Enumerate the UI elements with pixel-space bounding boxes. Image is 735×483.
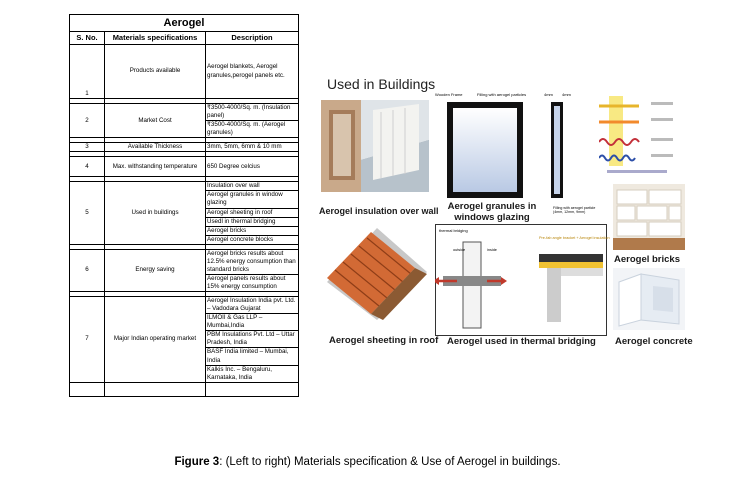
used-in-buildings-panel — [317, 72, 725, 362]
caption-granules-2: windows glazing — [454, 212, 530, 223]
row-desc: 3mm, 5mm, 6mm & 10 mm — [206, 143, 299, 152]
table-row — [70, 249, 299, 274]
window-glazing-diagram — [445, 98, 527, 202]
row-desc: Aerogel Insulation India pvt. Ltd. – Vadodara Gujarat — [206, 297, 299, 314]
radiation-spectrum-graphic — [599, 94, 695, 176]
header-spec: Materials specifications — [105, 32, 206, 45]
table-row — [70, 182, 299, 191]
label-filling: Filling with aerogel particles — [477, 92, 527, 97]
caption-sheeting: Aerogel sheeting in roof — [329, 335, 439, 346]
aerogel-concrete-photo — [613, 268, 685, 330]
row-desc: ILMOII & Gas LLP – Mumbai,India — [206, 314, 299, 331]
dim-label-2: 4mm — [562, 92, 571, 97]
row-desc: BASF India limited – Mumbai, India — [206, 348, 299, 365]
row-spec: Major Indian operating market — [105, 297, 206, 383]
thermal-bridging-diagram — [435, 224, 607, 336]
caption-granules-1: Aerogel granules in — [447, 201, 537, 212]
panel-title: Used in Buildings — [327, 76, 436, 92]
bridging-side-inside: inside — [487, 248, 497, 252]
row-spec: Max. withstanding temperature — [105, 157, 206, 177]
table-row — [70, 297, 299, 314]
row-desc: 650 Degree celcius — [206, 157, 299, 177]
row-desc: Kalkis Inc. – Bengaluru, Karnataka, India — [206, 365, 299, 382]
table-row — [70, 157, 299, 177]
header-desc: Description — [206, 32, 299, 45]
row-spec: Energy saving — [105, 249, 206, 291]
row-desc: ₹3500-4000/Sq. m. (Aerogel granules) — [206, 121, 299, 138]
caption-bridging: Aerogel used in thermal bridging — [447, 336, 596, 347]
row-spec: Available Thickness — [105, 143, 206, 152]
caption-bricks: Aerogel bricks — [614, 254, 680, 265]
row-number: 5 — [70, 182, 105, 244]
row-desc: Aerogel granules in window glazing — [206, 191, 299, 208]
row-desc: Aerogel bricks — [206, 226, 299, 235]
header-sno: S. No. — [70, 32, 105, 45]
row-desc: ₹3500-4000/Sq. m. (Insulation panel) — [206, 104, 299, 121]
row-spec: Used in buildings — [105, 182, 206, 244]
label-wooden-frame: Wooden Frame — [435, 92, 463, 97]
row-desc: Aerogel blankets, Aerogel granules,perogel panels etc. — [206, 45, 299, 99]
caption-concrete: Aerogel concrete — [615, 336, 693, 347]
row-spec: Market Cost — [105, 104, 206, 138]
caption-insulation: Aerogel insulation over wall — [319, 206, 439, 216]
figure-label: Figure 3 — [174, 456, 220, 468]
bridging-header: thermal bridging — [439, 228, 468, 233]
row-desc: Aerogel panels results about 15% energy consumption — [206, 274, 299, 291]
figure-caption — [0, 456, 735, 468]
row-desc: Aerogel concrete blocks — [206, 235, 299, 244]
insulation-wall-illustration — [321, 100, 429, 192]
table-row — [70, 104, 299, 121]
roof-sheeting-illustration — [321, 222, 433, 322]
bridging-note: Pre-fab angle bracket + Aerogel insulation — [539, 236, 610, 240]
table-title: Aerogel — [70, 15, 299, 32]
spec-table — [69, 14, 299, 397]
bridging-side-outside: outside — [453, 248, 466, 252]
row-number: 2 — [70, 104, 105, 138]
row-desc: Aerogel bricks results about 12.5% energy consumption than standard bricks — [206, 249, 299, 274]
row-desc: Usedl in thermal bridging — [206, 217, 299, 226]
window-section-diagram — [543, 98, 571, 202]
row-number: 7 — [70, 297, 105, 383]
table-row — [70, 45, 299, 99]
row-desc: Aerogel sheeting in roof — [206, 208, 299, 217]
table-row — [70, 143, 299, 152]
row-number: 6 — [70, 249, 105, 291]
aerogel-bricks-photo — [613, 184, 685, 250]
window-side-note: Filling with aerogel particle (4mm, 12mm, 9mm) — [553, 206, 596, 215]
dim-label-1: 4mm — [544, 92, 553, 97]
figure-text: : (Left to right) Materials specification & Use of Aerogel in buildings. — [219, 456, 561, 468]
row-spec: Products available — [105, 45, 206, 99]
row-desc: PBM Insulations Pvt. Ltd – Uttar Pradesh, India — [206, 331, 299, 348]
row-number: 4 — [70, 157, 105, 177]
row-desc: Insulation over wall — [206, 182, 299, 191]
row-number: 3 — [70, 143, 105, 152]
row-number: 1 — [70, 45, 105, 99]
table-header-row — [70, 32, 299, 45]
